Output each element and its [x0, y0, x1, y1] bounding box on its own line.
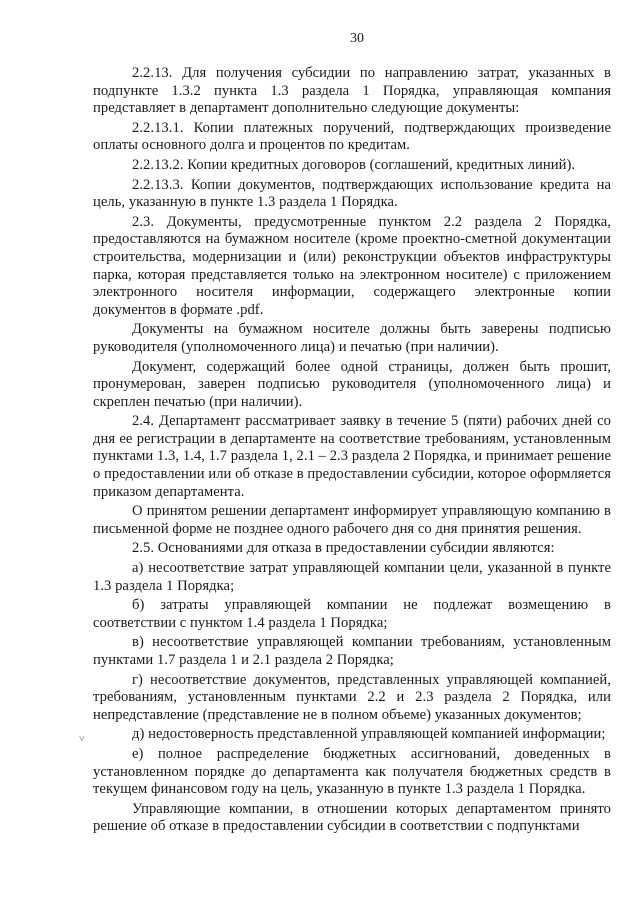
paragraph-2-4: 2.4. Департамент рассматривает заявку в течение 5 (пяти) рабочих дней со дня ее регистрации в департаменте на соответствие требованиям, установленным пунктами 1.3, 1.4, 1.7 раздела 1, 2.1 – 2.3 раздела 2 Порядка, и принимает решение о предоставлении или об отказе в предоставлении субсидии, которое оформляется приказом департамента.: [93, 413, 611, 500]
paragraph-2-2-13-3: 2.2.13.3. Копии документов, подтверждающих использование кредита на цель, указанную в пункте 1.3 раздела 1 Порядка.: [93, 176, 611, 211]
page-number: 30: [350, 31, 364, 46]
paragraph-refusal-continuation: Управляющие компании, в отношении которых департаментом принято решение об отказе в предоставлении субсидии в соответствии с подпунктами: [93, 800, 611, 835]
list-item-a: а) несоответствие затрат управляющей компании цели, указанной в пункте 1.3 раздела 1 Порядка;: [93, 560, 611, 594]
list-item-b: б) затраты управляющей компании не подлежат возмещению в соответствии с пунктом 1.4 раздела 1 Порядка;: [93, 597, 611, 631]
list-item-g: г) несоответствие документов, представленных управляющей компанией, требованиям, установленным пунктами 2.2 и 2.3 раздела 2 Порядка, или непредставление (представление не в полном объеме) указанных документов;: [93, 671, 611, 723]
paragraph-2-3: 2.3. Документы, предусмотренные пунктом 2.2 раздела 2 Порядка, предоставляются на бумажном носителе (кроме проектно-сметной документации строительства, модернизации и (или) реконструкции объектов инфраструктуры парка, которая представляется только на электронном носителе) с приложением электронного носителя информации, содержащего электронные копии документов в формате .pdf.: [93, 213, 611, 318]
margin-mark: ˅: [79, 734, 85, 745]
list-item-v: в) несоответствие управляющей компании требованиям, установленным пунктами 1.7 раздела 1 и 2.1 раздела 2 Порядка;: [93, 634, 611, 668]
paragraph-2-2-13-1: 2.2.13.1. Копии платежных поручений, подтверждающих произведение оплаты основного долга и процентов по кредитам.: [93, 119, 611, 154]
paragraph-binding-requirement: Документ, содержащий более одной страницы, должен быть прошит, пронумерован, заверен подписью руководителя (уполномоченного лица) и скреплен печатью (при наличии).: [93, 358, 611, 410]
paragraph-signature-requirement: Документы на бумажном носителе должны быть заверены подписью руководителя (уполномоченного лица) и печатью (при наличии).: [93, 321, 611, 355]
paragraph-2-5: 2.5. Основаниями для отказа в предоставлении субсидии являются:: [132, 540, 555, 557]
paragraph-2-2-13-2: 2.2.13.2. Копии кредитных договоров (соглашений, кредитных линий).: [132, 156, 576, 173]
list-item-d: д) недостоверность представленной управляющей компанией информации;: [132, 726, 606, 743]
list-item-e: е) полное распределение бюджетных ассигнований, доведенных в установленном порядке до департамента как получателя бюджетных средств в текущем финансовом году на цель, указанную в пункте 1.3 раздела 1 Порядка.: [93, 745, 611, 798]
paragraph-2-2-13: 2.2.13. Для получения субсидии по направлению затрат, указанных в подпункте 1.3.2 пункта 1.3 раздела 1 Порядка, управляющая компания представляет в департамент дополнительно следующие документы:: [93, 65, 611, 117]
paragraph-decision-notice: О принятом решении департамент информирует управляющую компанию в письменной форме не позднее одного рабочего дня со дня принятия решения.: [93, 503, 611, 537]
